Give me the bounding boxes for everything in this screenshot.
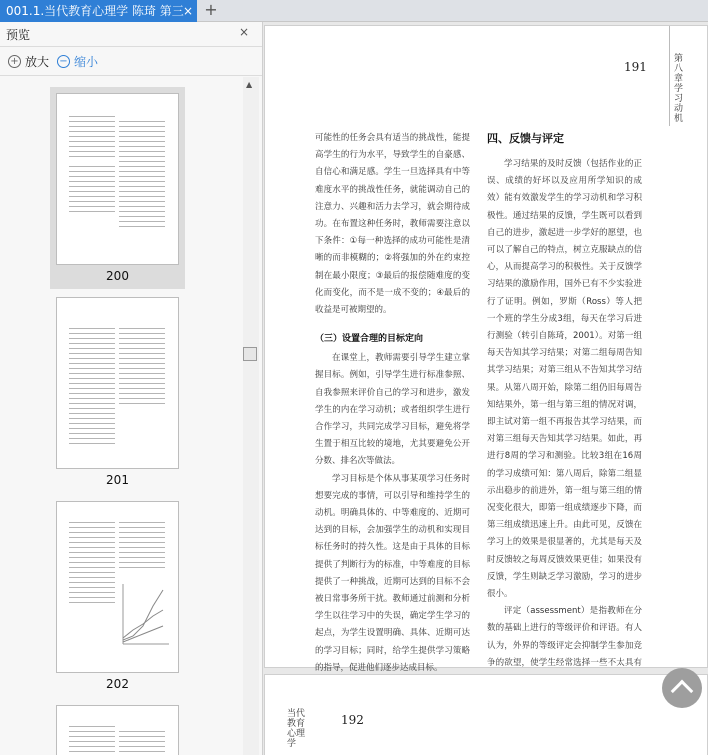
close-icon[interactable]: × [182, 4, 194, 18]
sidebar-scrollbar[interactable] [243, 77, 259, 755]
section-heading: 四、反馈与评定 [487, 132, 564, 145]
zoom-out-icon: − [57, 55, 70, 68]
page-thumbnail[interactable] [56, 297, 179, 469]
margin-rule [669, 26, 670, 126]
scrollbar-thumb[interactable] [243, 347, 257, 361]
thumbnail-list [0, 77, 243, 755]
thumbnail-figure [119, 580, 171, 650]
document-tab-title: 001.1.当代教育心理学 陈琦 第三 [6, 4, 184, 18]
page-thumbnail[interactable] [56, 501, 179, 673]
sidebar-title: 预览 [6, 28, 31, 42]
right-column [487, 130, 642, 724]
sidebar-header [0, 22, 262, 47]
thumbnail-page-number: 200 [106, 269, 129, 283]
document-tab[interactable] [0, 0, 197, 22]
left-column [315, 130, 470, 677]
preview-sidebar [0, 22, 263, 755]
paragraph: 评定（assessment）是指教师在分数的基础上进行的等级评价和评语。有人认为，外界的等级评定会抑制学生参加竞争的欲望，使学生经常选择一些不太具有 [487, 606, 642, 668]
scroll-to-top-button[interactable] [662, 668, 702, 708]
document-page [264, 674, 708, 755]
book-title-label: 当代教育心理学 [287, 709, 306, 749]
zoom-in-label: 放大 [25, 55, 50, 69]
document-view [264, 22, 708, 755]
paragraph: 学习结果的及时反馈（包括作业的正误、成绩的好坏以及应用所学知识的成效）能有效激发学生的学习动机和学习积极性。通过结果的反馈，学生既可以看到自己的进步，激起进一步学好的愿望，也可以了解自己的特点，树立克服缺点的信心，从而提高学习的积极性。关于反馈学习结果的激励作用，国外已有不少实验进行了证明。例如，罗斯（Ross）等人把一个班的学生分成3组，每天在学习后进行测验（转引自陈琦，2001）。对第一组每天告知其学习结果；对第二组每周告知其学习结果；对第三组从不告知其学习结果。从第八周开始，除第二组仍旧每周告知结果外，第一组与第三组的情况对调，即主试对第一组不再报告其学习结果，而对第三组每天告知其学习结果。如此，再进行8周的学习和测验。比较3组在16周的学习成绩可知：第八周后，除第二组显示出稳步的前进外，第一组与第三组的情况变化很大，即第一组成绩逐步下降，而第三组成绩迅速上升。由此可见，反馈在学习上的效果是很显著的，尤其是每天及时反馈较之每周反馈效果更佳；如果没有反馈，学生则缺乏学习激励，学习的进步很小。 [487, 159, 642, 600]
page-number: 192 [341, 713, 364, 727]
page-thumbnail[interactable] [56, 705, 179, 755]
chevron-up-icon [671, 680, 694, 703]
paragraph: 学习目标是个体从事某项学习任务时想要完成的事情，可以引导和维持学生的动机。明确具体的、中等难度的、近期可达到的目标，会加强学生的动机和实现目标任务时的持久性。这是由于具体的目标提供了判断行为的标准，中等难度的目标提供了一种挑战，近期可达到的目标不会被日常事务所干扰。教师通过前测和分析学生以往学习中的失误，确定学生学习的起点，为学生设置明确、具体、近期可达的学习目标；同时，给学生提供学习策略的指导，促进他们逐步达成目标。 [315, 473, 470, 673]
paragraph: 可能性的任务会具有适当的挑战性，能提高学生的行为水平，导致学生的自豪感、自信心和满足感。学生一旦选择具有中等难度水平的挑战性任务，就能调动自己的注意力、兴趣和活力去学习，就会期待成功。在布置这种任务时，教师需要注意以下条件：①每一种选择的成功可能性是清晰的而非模糊的；②将强加的外在约束控制在最小限度；③最后的报偿随难度的变化而变化，而不是一成不变的；④最后的收益是可被期望的。 [315, 133, 470, 316]
zoom-out-button[interactable] [57, 53, 98, 70]
scroll-up-icon[interactable]: ▲ [246, 80, 253, 89]
thumbnail-page-number: 201 [106, 473, 129, 487]
zoom-in-icon: + [8, 55, 21, 68]
sidebar-close-icon[interactable]: × [239, 25, 250, 39]
paragraph: 在课堂上，教师需要引导学生建立掌握目标。例如，引导学生进行标准参照、自我参照来评价自己的学习和进步，激发学生的内在学习动机；或者组织学生进行合作学习，共同完成学习目标，避免将学生置于相互比较的境地，尤其要避免公开分数、排名次等做法。 [315, 353, 470, 467]
document-page [264, 25, 708, 673]
page-number: 191 [624, 60, 647, 74]
sidebar-toolbar [0, 48, 262, 76]
page-thumbnail[interactable] [56, 93, 179, 265]
zoom-in-button[interactable] [8, 53, 49, 70]
section-heading: （三）设置合理的目标定向 [315, 334, 424, 345]
zoom-out-label: 缩小 [74, 55, 99, 69]
new-tab-button[interactable]: + [204, 0, 218, 19]
thumbnail-page-number: 202 [106, 677, 129, 691]
chapter-label: 第八章 学习动机 [674, 54, 684, 124]
tab-bar [0, 0, 708, 22]
